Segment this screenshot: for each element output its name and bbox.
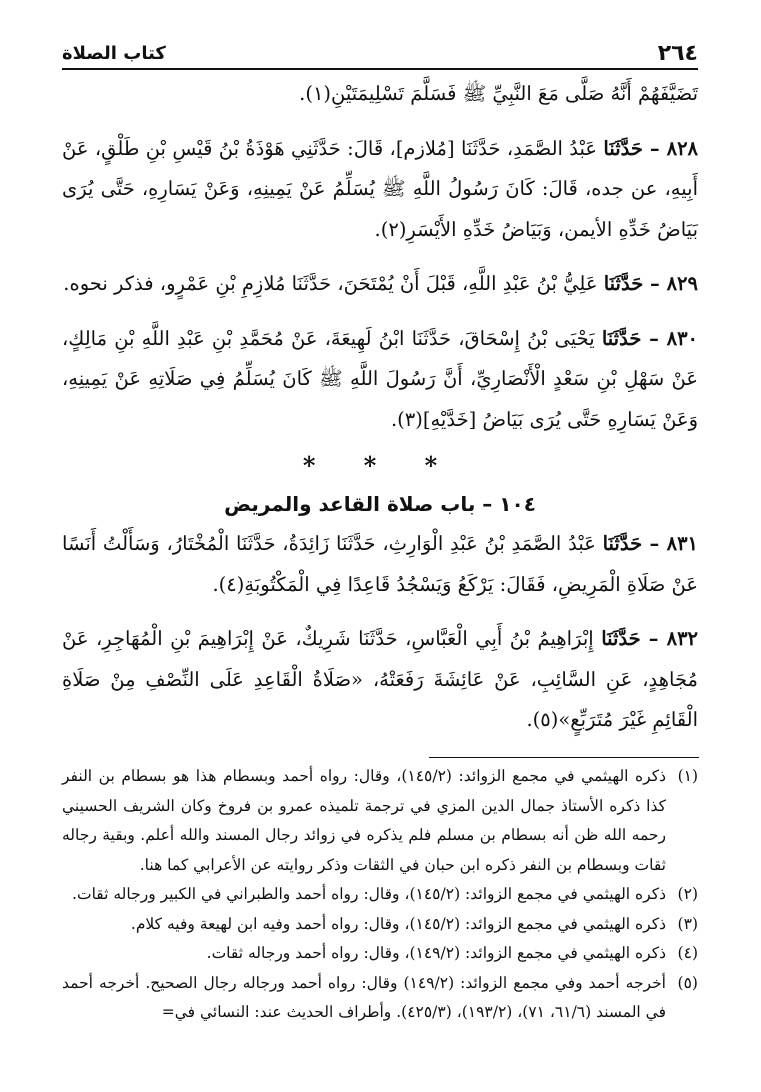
page-number: ٢٦٤: [657, 40, 698, 66]
section-separator-stars: * * *: [302, 451, 458, 480]
footnote-5: [62, 969, 698, 1028]
footnotes: [62, 762, 698, 1028]
hadith-830: [62, 319, 698, 441]
footnote-2: [62, 880, 698, 910]
hadith-number: ٨٣٢ – حَدَّثَنَا: [601, 627, 699, 650]
footnote-number: (١): [677, 767, 699, 785]
hadith-text: عَبْدُ الصَّمَدِ بْنُ عَبْدِ الْوَارِثِ، حَدَّثَنَا زَائِدَةُ، حَدَّثَنَا الْمُخْتَارُ، وَسَأَلْتُ أَنَسًا عَنْ صَلَاةِ الْمَرِيضِ، فَقَالَ: يَرْكَعُ وَيَسْجُدُ قَاعِدًا فِي الْمَكْتُوبَةِ(٤).: [62, 532, 698, 596]
footnote-4: [62, 939, 698, 969]
footnote-number: (٥): [677, 973, 698, 992]
chapter-title: ١٠٤ – باب صلاة القاعد والمريض: [224, 492, 536, 516]
main-text: [62, 74, 698, 741]
footnote-3: [62, 910, 698, 940]
intro-paragraph: تَضَيَّفَهُمْ أَنَّهُ صَلَّى مَعَ النَّبِيِّ ﷺ فَسَلَّمَ تَسْلِيمَتَيْنِ(١).: [299, 82, 698, 105]
footnote-text: ذكره الهيثمي في مجمع الزوائد: (١٤٥/٢)، وقال: رواه أحمد وبسطام هذا هو بسطام بن النفر كذا ذكره الأستاذ جمال الدين المزي في ترجمة تلميذه عمرو بن فروخ وكان الشريف الحسيني رحمه الله ظن أنه بسطام بن مسلم فلم يذكره في زوائد رجال المسند والله أعلم. وبقية رجاله ثقات وبسطام بن النفر ذكره ابن حبان في الثقات وذكر روايته عن الأعرابي كما هنا.: [62, 767, 667, 874]
footnote-number: (٤): [677, 944, 698, 962]
hadith-number: ٨٢٨ – حَدَّثَنَا: [603, 136, 699, 160]
hadith-text: يَحْيَى بْنُ إِسْحَاقَ، حَدَّثَنَا ابْنُ لَهِيعَةَ، عَنْ مُحَمَّدِ بْنِ عَبْدِ اللَّهِ بْنِ مَالِكٍ، عَنْ سَهْلِ بْنِ سَعْدٍ الْأَنْصَارِيِّ، أَنَّ رَسُولَ اللَّهِ ﷺ كَانَ يُسَلِّمُ فِي صَلَاتِهِ عَنْ يَمِينِهِ، وَعَنْ يَسَارِهِ حَتَّى يُرَى بَيَاضُ [خَدَّيْهِ](٣).: [62, 326, 698, 431]
hadith-text: عَبْدُ الصَّمَدِ، حَدَّثَنَا [مُلازم]، قَالَ: حَدَّثَنِي هَوْذَةُ بْنُ قَيْسِ بْنِ طَلْقٍ، عَنْ أَبِيهِ، عن جده، قَالَ: كَانَ رَسُولُ اللَّهِ ﷺ يُسَلِّمُ عَنْ يَمِينِهِ، وَعَنْ يَسَارِهِ، حَتَّى يُرَى بَيَاضُ خَدِّهِ الأيمن، وَبَيَاضُ خَدِّهِ الأَيْسَرِ(٢).: [62, 136, 698, 241]
footnote-1: [62, 762, 698, 880]
hadith-832: [62, 619, 698, 741]
footnote-text: ذكره الهيثمي في مجمع الزوائد: (١٤٥/٢)، وقال: رواه أحمد والطبراني في الكبير ورجاله ثقات.: [72, 885, 666, 903]
book-title: كتاب الصلاة: [62, 42, 166, 64]
hadith-number: ٨٣٠ – حَدَّثَنَا: [601, 326, 699, 350]
footnote-divider: [429, 757, 699, 758]
footnote-text: أخرجه أحمد وفي مجمع الزوائد: (١٤٩/٢) وقال: رواه أحمد ورجاله رجال الصحيح. أخرجه أحمد في المسند (٦١/٦، ٧١)، (١٩٣/٢)، (٤٢٥/٣). وأطراف الحديث عند: النسائي في=: [62, 973, 666, 1021]
hadith-829: [62, 264, 698, 305]
footnote-number: (٣): [677, 914, 698, 933]
hadith-831: [62, 524, 698, 605]
hadith-text: إِبْرَاهِيمُ بْنُ أَبِي الْعَبَّاسِ، حَدَّثَنَا شَرِيكٌ، عَنْ إِبْرَاهِيمَ بْنِ الْمُهَاجِرِ، عَنْ مُجَاهِدٍ، عَنِ السَّائِبِ، عَنْ عَائِشَةَ رَفَعَتْهُ، «صَلَاةُ الْقَاعِدِ عَلَى النِّصْفِ مِنْ صَلَاةِ الْقَائِمِ غَيْرَ مُتَرَبِّعٍ»(٥).: [62, 627, 698, 731]
hadith-number: ٨٢٩ – حَدَّثَنَا: [603, 272, 698, 295]
footnote-number: (٢): [677, 885, 698, 903]
hadith-number: ٨٣١ – حَدَّثَنَا: [602, 532, 699, 555]
hadith-828: [62, 129, 698, 251]
footnote-text: ذكره الهيثمي في مجمع الزوائد: (١٤٩/٢)، وقال: رواه أحمد ورجاله ثقات.: [206, 944, 666, 962]
page-header: [62, 38, 698, 70]
hadith-text: عَلِيُّ بْنُ عَبْدِ اللَّهِ، قَبْلَ أَنْ يُمْتَحَنَ، حَدَّثَنَا مُلازِمِ بْنِ عَمْرٍو، فذكر نحوه.: [63, 272, 598, 295]
footnote-text: ذكره الهيثمي في مجمع الزوائد: (١٤٥/٢)، وقال: رواه أحمد وفيه ابن لهيعة وفيه كلام.: [130, 914, 666, 933]
